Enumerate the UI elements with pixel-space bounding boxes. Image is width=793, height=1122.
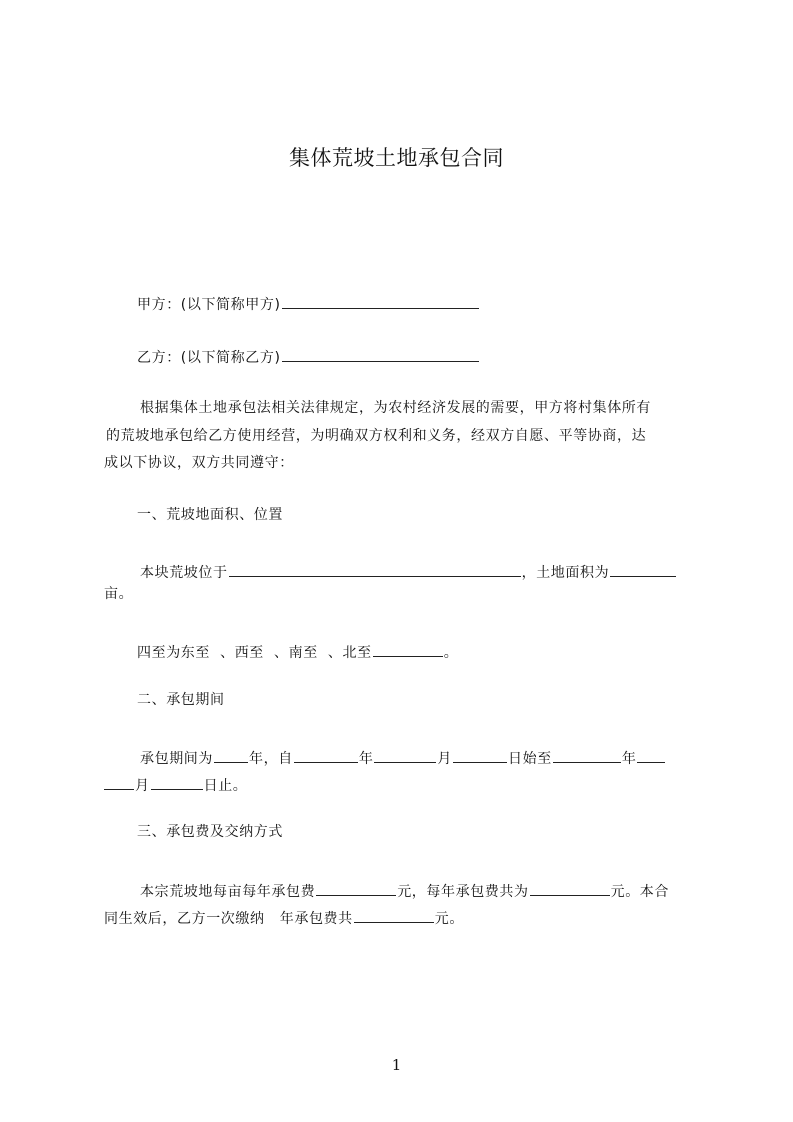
north-blank [373, 641, 443, 657]
fee-text-5: 元。 [434, 911, 464, 927]
term-text-2: 年，自 [249, 751, 293, 767]
term-line-1 [140, 747, 666, 766]
location-mid: ，土地面积为 [521, 565, 610, 581]
term-text-8: 日止。 [203, 778, 248, 794]
fee-line-1 [140, 880, 669, 899]
term-text-5: 日始至 [508, 751, 552, 767]
fee-text-3: 元。本合 [610, 884, 670, 900]
page-number: 1 [391, 1056, 402, 1074]
location-prefix: 本块荒坡位于 [140, 565, 228, 581]
term-text-3: 年 [358, 751, 374, 767]
boundaries-text: 四至为东至 、西至 、南至 、北至 [137, 645, 372, 661]
preamble-line-1: 根据集体土地承包法相关法律规定，为农村经济发展的需要，甲方将村集体所有 [140, 400, 651, 416]
party-a-blank [282, 293, 479, 309]
area-blank [610, 561, 676, 577]
term-text-1: 承包期间为 [140, 751, 213, 767]
fee-per-mu-blank [316, 880, 396, 896]
start-month-blank [374, 747, 436, 763]
party-b-label: 乙方：(以下简称乙方) [137, 350, 281, 366]
end-month-blank-part [637, 747, 665, 763]
section-1-heading: 一、荒坡地面积、位置 [137, 507, 283, 523]
location-line [140, 561, 677, 580]
party-b-blank [282, 346, 479, 362]
section-2-heading: 二、承包期间 [137, 692, 225, 708]
fee-text-2: 元，每年承包费共为 [397, 884, 529, 900]
start-day-blank [453, 747, 507, 763]
end-month-blank [104, 774, 134, 790]
end-year-blank [553, 747, 621, 763]
location-unit: 亩。 [104, 586, 134, 602]
preamble-line-3: 成以下协议，双方共同遵守： [104, 455, 294, 471]
boundaries-end: 。 [443, 645, 459, 661]
fee-line-2 [104, 907, 464, 926]
term-years-blank [214, 747, 248, 763]
section-3-heading: 三、承包费及交纳方式 [137, 824, 283, 840]
party-b-line [137, 346, 480, 365]
annual-fee-blank [530, 880, 610, 896]
term-text-7: 月 [135, 778, 150, 794]
preamble-line-2: 的荒坡地承包给乙方使用经营，为明确双方权利和义务，经双方自愿、平等协商，达 [106, 428, 647, 444]
term-text-6: 年 [621, 751, 637, 767]
party-a-line [137, 293, 480, 312]
fee-text-1: 本宗荒坡地每亩每年承包费 [140, 884, 316, 900]
party-a-label: 甲方：(以下简称甲方) [137, 297, 281, 313]
location-blank [229, 561, 521, 577]
start-year-blank [294, 747, 358, 763]
fee-text-4: 同生效后，乙方一次缴纳 年承包费共 [104, 911, 353, 927]
term-text-4: 月 [437, 751, 453, 767]
term-line-2 [104, 774, 247, 793]
document-title: 集体荒坡土地承包合同 [289, 146, 504, 170]
total-fee-blank [354, 907, 434, 923]
boundaries-line [137, 641, 458, 660]
end-day-blank [151, 774, 203, 790]
